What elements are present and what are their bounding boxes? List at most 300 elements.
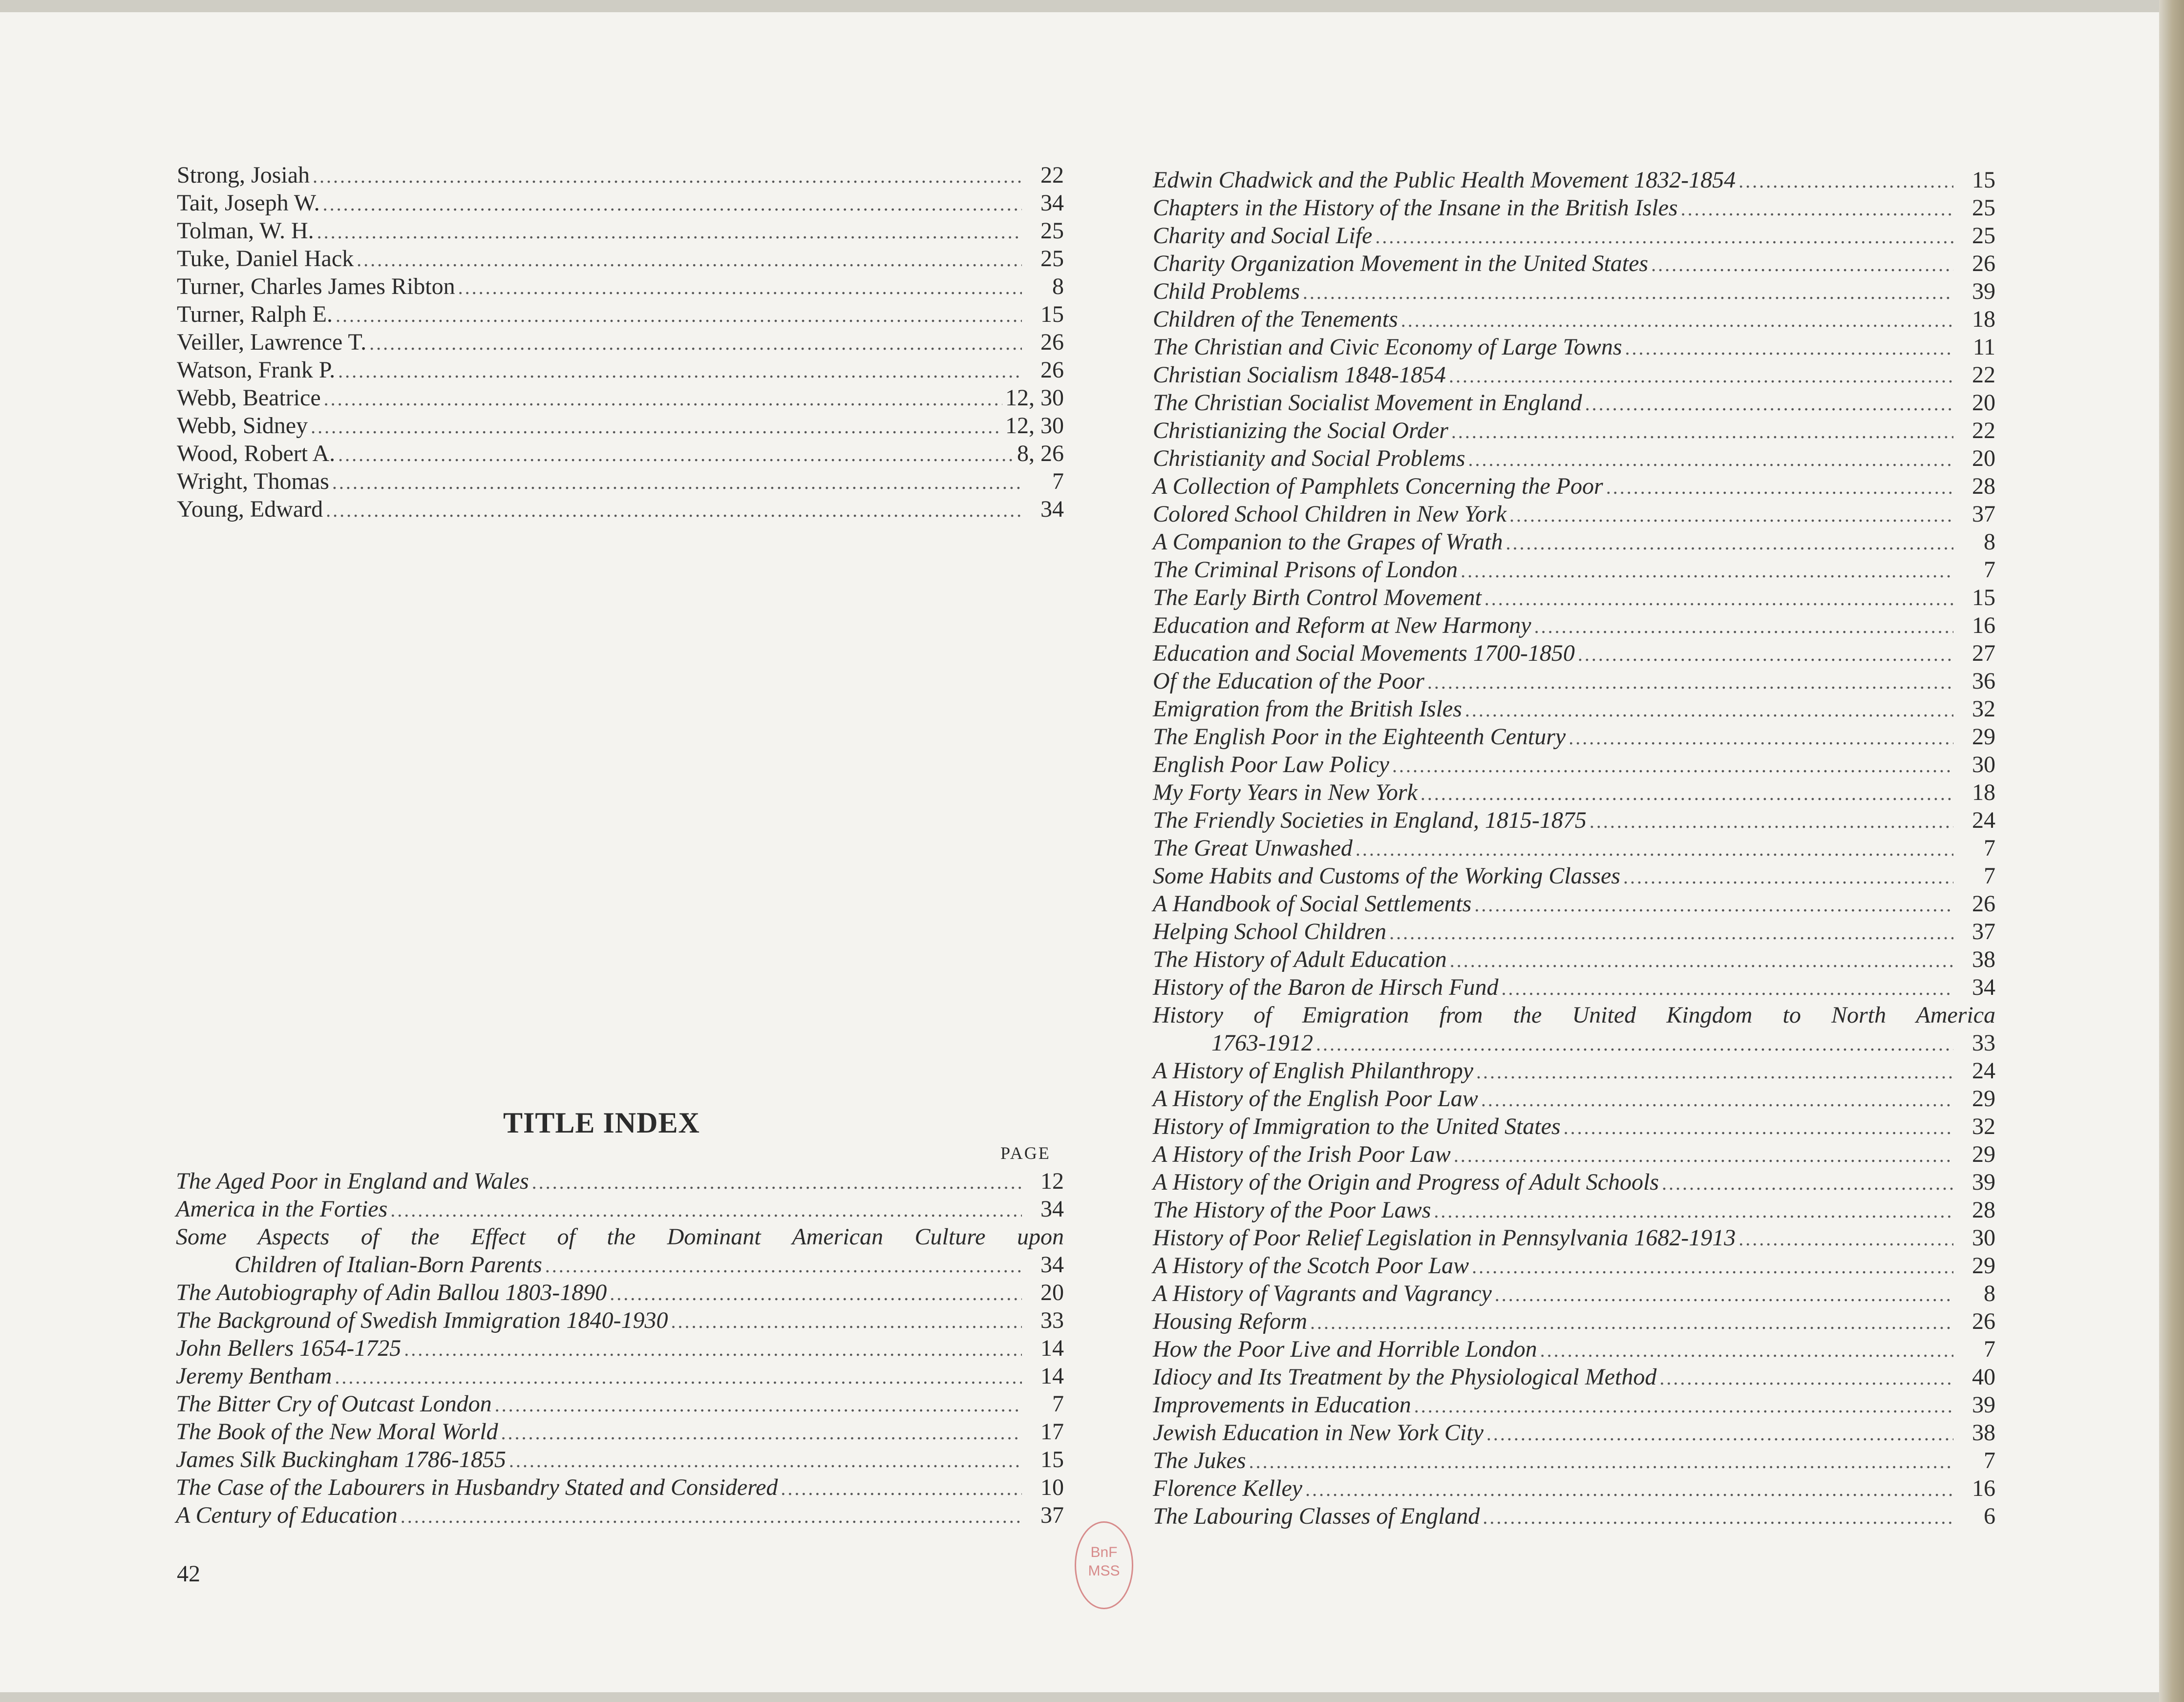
entry-text: The Aged Poor in England and Wales [176, 1168, 529, 1194]
leader-dots [311, 413, 1002, 441]
entry-text: Strong, Josiah [177, 162, 310, 188]
index-entry [177, 245, 1064, 273]
entry-text: James Silk Buckingham 1786-1855 [176, 1447, 506, 1472]
index-entry [1153, 1419, 1995, 1447]
index-entry [176, 1334, 1064, 1362]
entry-page: 25 [1040, 218, 1064, 244]
entry-text: A History of the Origin and Progress of Adult Schools [1153, 1169, 1659, 1195]
entry-text: A History of Vagrants and Vagrancy [1153, 1281, 1492, 1306]
index-entry [1153, 946, 1995, 973]
index-entry [1153, 305, 1995, 333]
entry-text: History of the Baron de Hirsch Fund [1153, 974, 1499, 1000]
entry-text: History of Emigration from the United Kingdom to North America [1153, 1002, 1995, 1028]
leader-dots [317, 218, 1022, 246]
entry-text: The Bitter Cry of Outcast London [176, 1391, 492, 1417]
index-entry [176, 1195, 1064, 1223]
entry-page: 27 [1972, 640, 1995, 666]
entry-page: 10 [1040, 1474, 1064, 1500]
entry-page: 34 [1040, 190, 1064, 216]
index-entry [177, 189, 1064, 217]
entry-text: Turner, Ralph E. [177, 301, 333, 327]
entry-text: Edwin Chadwick and the Public Health Movement 1832-1854 [1153, 167, 1736, 193]
entry-page: 12 [1040, 1168, 1064, 1194]
title-index-right-list [1153, 166, 1995, 1530]
index-entry [1153, 417, 1995, 444]
entry-page: 7 [1984, 1448, 1995, 1473]
entry-page: 17 [1040, 1419, 1064, 1445]
entry-page: 29 [1972, 1253, 1995, 1279]
page-edge [2159, 0, 2184, 1702]
index-entry [1153, 667, 1995, 695]
index-entry [176, 1279, 1064, 1306]
entry-page: 26 [1040, 357, 1064, 383]
index-entry [176, 1306, 1064, 1334]
index-entry [1153, 222, 1995, 250]
leader-dots [1476, 1058, 1953, 1086]
entry-text: Charity Organization Movement in the United States [1153, 251, 1649, 276]
entry-text: The History of the Poor Laws [1153, 1197, 1431, 1223]
leader-dots [1578, 640, 1953, 668]
leader-dots [1486, 1420, 1953, 1448]
index-entry [1153, 723, 1995, 751]
stamp-line-1: BnF [1090, 1544, 1118, 1560]
index-entry [1153, 862, 1995, 890]
index-entry [1153, 778, 1995, 806]
leader-dots [1421, 779, 1953, 807]
index-entry [1153, 1363, 1995, 1391]
index-entry [1153, 1307, 1995, 1335]
leader-dots [1389, 919, 1953, 946]
entry-page: 16 [1972, 612, 1995, 638]
entry-text: The Friendly Societies in England, 1815-1875 [1153, 807, 1587, 833]
index-entry [1153, 277, 1995, 305]
index-entry [1153, 1252, 1995, 1280]
leader-dots [1451, 418, 1953, 445]
leader-dots [1454, 1141, 1953, 1169]
leader-dots [1375, 223, 1953, 251]
entry-text: A Companion to the Grapes of Wrath [1153, 529, 1503, 555]
index-entry [177, 384, 1064, 412]
entry-page: 14 [1040, 1363, 1064, 1389]
index-entry [176, 1473, 1064, 1501]
entry-text: Improvements in Education [1153, 1392, 1411, 1418]
entry-page: 34 [1040, 1252, 1064, 1278]
leader-dots [390, 1196, 1022, 1224]
entry-text: Tait, Joseph W. [177, 190, 320, 216]
index-entry [1153, 1001, 1995, 1029]
entry-page: 28 [1972, 1197, 1995, 1223]
index-entry [1153, 1113, 1995, 1140]
entry-page: 34 [1040, 496, 1064, 522]
entry-page: 11 [1972, 334, 1995, 360]
index-entry [1153, 1447, 1995, 1474]
index-entry [176, 1501, 1064, 1529]
index-entry [1153, 890, 1995, 918]
title-index-left-list [176, 1167, 1064, 1529]
leader-dots [1540, 1336, 1953, 1364]
entry-text: A History of English Philanthropy [1153, 1058, 1473, 1084]
index-entry [1153, 194, 1995, 222]
leader-dots [1449, 362, 1953, 390]
leader-dots [1392, 752, 1953, 779]
leader-dots [1303, 278, 1953, 306]
entry-text: The History of Adult Education [1153, 946, 1447, 972]
entry-text: The Labouring Classes of England [1153, 1503, 1480, 1529]
entry-text: The Autobiography of Adin Ballou 1803-1890 [176, 1280, 607, 1305]
title-index-heading: TITLE INDEX [503, 1107, 700, 1139]
entry-page: 22 [1972, 362, 1995, 388]
entry-text: Christianizing the Social Order [1153, 418, 1448, 443]
index-entry [1153, 973, 1995, 1001]
entry-page: 22 [1040, 162, 1064, 188]
entry-text: History of Immigration to the United States [1153, 1114, 1561, 1139]
leader-dots [401, 1502, 1022, 1530]
entry-page: 15 [1972, 585, 1995, 610]
entry-page: 15 [1040, 1447, 1064, 1472]
entry-text: John Bellers 1654-1725 [176, 1335, 402, 1361]
index-entry [176, 1446, 1064, 1473]
entry-text: Christianity and Social Problems [1153, 445, 1465, 471]
entry-page: 25 [1972, 195, 1995, 221]
leader-dots [1481, 1086, 1953, 1114]
index-entry [1153, 611, 1995, 639]
index-entry [1153, 472, 1995, 500]
leader-dots [1305, 1475, 1953, 1503]
leader-dots [357, 246, 1022, 273]
entry-page: 26 [1972, 891, 1995, 917]
entry-text: The Background of Swedish Immigration 1840-1930 [176, 1307, 668, 1333]
entry-text: Young, Edward [177, 496, 323, 522]
index-entry [1153, 389, 1995, 417]
entry-page: 15 [1972, 167, 1995, 193]
leader-dots [338, 357, 1022, 385]
entry-page: 37 [1040, 1502, 1064, 1528]
entry-page: 38 [1972, 1420, 1995, 1446]
entry-page: 7 [1984, 1336, 1995, 1362]
index-entry [1153, 695, 1995, 723]
entry-text: Children of the Tenements [1153, 306, 1398, 332]
index-entry [1153, 500, 1995, 528]
entry-page: 20 [1972, 390, 1995, 416]
entry-text: The Case of the Labourers in Husbandry Stated and Considered [176, 1474, 778, 1500]
leader-dots [1606, 473, 1953, 501]
index-entry [1153, 556, 1995, 584]
entry-page: 7 [1984, 863, 1995, 889]
leader-dots [313, 162, 1022, 190]
entry-page: 20 [1040, 1280, 1064, 1305]
index-entry [1153, 1196, 1995, 1224]
leader-dots [458, 273, 1022, 301]
leader-dots [781, 1474, 1022, 1502]
index-entry [1153, 751, 1995, 778]
index-entry [176, 1418, 1064, 1446]
entry-page: 29 [1972, 1141, 1995, 1167]
entry-text: Jewish Education in New York City [1153, 1420, 1484, 1446]
leader-dots [545, 1252, 1022, 1280]
entry-text: Turner, Charles James Ribton [177, 273, 455, 299]
entry-page: 37 [1972, 919, 1995, 945]
leader-dots [1651, 251, 1953, 278]
entry-text: Helping School Children [1153, 919, 1387, 945]
entry-text: A History of the English Poor Law [1153, 1086, 1478, 1112]
page-column-label: PAGE [1000, 1143, 1051, 1163]
entry-text: Watson, Frank P. [177, 357, 336, 383]
entry-text: Florence Kelley [1153, 1475, 1303, 1501]
entry-text: Jeremy Bentham [176, 1363, 332, 1389]
entry-text: A History of the Irish Poor Law [1153, 1141, 1451, 1167]
page-number: 42 [177, 1561, 200, 1587]
index-entry [177, 467, 1064, 495]
index-entry [177, 161, 1064, 189]
stamp-line-2: MSS [1088, 1563, 1120, 1579]
entry-page: 7 [1052, 468, 1064, 494]
index-entry [177, 495, 1064, 523]
leader-dots [1662, 1169, 1953, 1197]
entry-page: 30 [1972, 752, 1995, 777]
entry-text: Tolman, W. H. [177, 218, 314, 244]
entry-text: A Collection of Pamphlets Concerning the Poor [1153, 473, 1603, 499]
index-entry [177, 412, 1064, 440]
entry-page: 33 [1040, 1307, 1064, 1333]
leader-dots [1434, 1197, 1953, 1225]
entry-text: Charity and Social Life [1153, 223, 1373, 249]
entry-page: 16 [1972, 1475, 1995, 1501]
entry-text: How the Poor Live and Horrible London [1153, 1336, 1537, 1362]
leader-dots [326, 496, 1022, 524]
entry-page: 34 [1972, 974, 1995, 1000]
index-entry [1153, 1335, 1995, 1363]
entry-page: 18 [1972, 306, 1995, 332]
leader-dots [1625, 334, 1954, 362]
leader-dots [1356, 835, 1953, 863]
entry-page: 12, 30 [1005, 385, 1064, 411]
entry-text: The Early Birth Control Movement [1153, 585, 1482, 610]
leader-dots [1450, 946, 1953, 974]
entry-text: The Book of the New Moral World [176, 1419, 498, 1445]
entry-text: Some Habits and Customs of the Working Classes [1153, 863, 1620, 889]
entry-text: Housing Reform [1153, 1308, 1307, 1334]
entry-page: 24 [1972, 807, 1995, 833]
entry-text: The Great Unwashed [1153, 835, 1353, 861]
entry-text: Children of Italian-Born Parents [234, 1252, 542, 1278]
leader-dots [338, 441, 1014, 468]
entry-page: 25 [1972, 223, 1995, 249]
entry-text: Tuke, Daniel Hack [177, 246, 354, 272]
entry-text: Wood, Robert A. [177, 441, 336, 466]
entry-page: 18 [1972, 779, 1995, 805]
leader-dots [335, 1363, 1022, 1391]
leader-dots [1465, 696, 1953, 724]
leader-dots [1681, 195, 1953, 223]
leader-dots [1534, 612, 1953, 640]
index-entry [176, 1223, 1064, 1251]
leader-dots [1316, 1030, 1953, 1058]
leader-dots [1569, 724, 1953, 752]
entry-text: A Century of Education [176, 1502, 398, 1528]
entry-page: 28 [1972, 473, 1995, 499]
index-entry [1153, 1502, 1995, 1530]
entry-page: 7 [1984, 835, 1995, 861]
leader-dots [332, 468, 1022, 496]
index-entry [1153, 1391, 1995, 1419]
entry-page: 39 [1972, 1392, 1995, 1418]
leader-dots [1483, 1503, 1953, 1531]
index-entry [177, 217, 1064, 245]
leader-dots [1659, 1364, 1953, 1392]
entry-page: 12, 30 [1005, 413, 1064, 439]
leader-dots [532, 1168, 1022, 1196]
leader-dots [1739, 167, 1953, 195]
entry-text: Some Aspects of the Effect of the Dominant American Culture upon [176, 1224, 1064, 1250]
index-entry [1153, 166, 1995, 194]
leader-dots [336, 301, 1022, 329]
index-entry [1153, 1224, 1995, 1252]
entry-text: Wright, Thomas [177, 468, 329, 494]
entry-text: The Christian and Civic Economy of Large Towns [1153, 334, 1622, 360]
index-entry [177, 273, 1064, 300]
entry-page: 8 [1052, 273, 1064, 299]
index-entry [1153, 639, 1995, 667]
leader-dots [610, 1280, 1022, 1307]
entry-page: 32 [1972, 1114, 1995, 1139]
leader-dots [1310, 1308, 1953, 1336]
library-stamp [1075, 1521, 1133, 1609]
index-entry [1153, 250, 1995, 277]
index-entry [176, 1251, 1064, 1279]
leader-dots [1501, 974, 1953, 1002]
index-entry [1153, 1168, 1995, 1196]
entry-page: 38 [1972, 946, 1995, 972]
entry-page: 8 [1984, 529, 1995, 555]
entry-page: 20 [1972, 445, 1995, 471]
entry-text: Veiller, Lawrence T. [177, 329, 367, 355]
leader-dots [404, 1335, 1022, 1363]
entry-text: Webb, Beatrice [177, 385, 321, 411]
index-entry [1153, 806, 1995, 834]
entry-text: Child Problems [1153, 278, 1300, 304]
index-entry [1153, 918, 1995, 946]
entry-page: 30 [1972, 1225, 1995, 1251]
entry-page: 6 [1984, 1503, 1995, 1529]
entry-page: 36 [1972, 668, 1995, 694]
entry-page: 29 [1972, 1086, 1995, 1112]
entry-page: 32 [1972, 696, 1995, 722]
entry-text: A Handbook of Social Settlements [1153, 891, 1472, 917]
leader-dots [369, 329, 1022, 357]
entry-page: 40 [1972, 1364, 1995, 1390]
index-entry [1153, 1029, 1995, 1057]
entry-text: Education and Social Movements 1700-1850 [1153, 640, 1575, 666]
index-entry [1153, 528, 1995, 556]
leader-dots [495, 1391, 1022, 1419]
entry-text: Christian Socialism 1848-1854 [1153, 362, 1446, 388]
entry-page: 14 [1040, 1335, 1064, 1361]
leader-dots [1468, 445, 1953, 473]
entry-page: 26 [1040, 329, 1064, 355]
entry-page: 29 [1972, 724, 1995, 750]
entry-text: Of the Education of the Poor [1153, 668, 1424, 694]
entry-page: 39 [1972, 1169, 1995, 1195]
index-entry [176, 1362, 1064, 1390]
leader-dots [1249, 1448, 1953, 1475]
entry-text: Webb, Sidney [177, 413, 308, 439]
entry-page: 8 [1984, 1281, 1995, 1306]
index-entry [1153, 584, 1995, 611]
index-entry [1153, 834, 1995, 862]
leader-dots [1623, 863, 1953, 891]
entry-page: 15 [1040, 301, 1064, 327]
entry-text: The Criminal Prisons of London [1153, 557, 1458, 583]
index-entry [1153, 1140, 1995, 1168]
entry-text: Education and Reform at New Harmony [1153, 612, 1531, 638]
entry-page: 7 [1984, 557, 1995, 583]
index-entry [1153, 1057, 1995, 1085]
index-entry [177, 300, 1064, 328]
index-entry [1153, 444, 1995, 472]
leader-dots [1484, 585, 1953, 612]
entry-text: The Christian Socialist Movement in England [1153, 390, 1582, 416]
leader-dots [1509, 501, 1953, 529]
index-entry [1153, 361, 1995, 389]
entry-page: 34 [1040, 1196, 1064, 1222]
entry-text: History of Poor Relief Legislation in Pennsylvania 1682-1913 [1153, 1225, 1736, 1251]
entry-page: 24 [1972, 1058, 1995, 1084]
leader-dots [1564, 1114, 1953, 1141]
leader-dots [501, 1419, 1022, 1447]
index-entry [1153, 1280, 1995, 1307]
entry-page: 26 [1972, 251, 1995, 276]
author-index-list [177, 161, 1064, 523]
entry-page: 26 [1972, 1308, 1995, 1334]
index-entry [176, 1390, 1064, 1418]
leader-dots [1401, 306, 1953, 334]
leader-dots [324, 385, 1002, 413]
index-entry [1153, 1474, 1995, 1502]
entry-text: A History of the Scotch Poor Law [1153, 1253, 1469, 1279]
entry-text: English Poor Law Policy [1153, 752, 1389, 777]
leader-dots [1739, 1225, 1953, 1253]
leader-dots [1505, 529, 1953, 557]
entry-text: My Forty Years in New York [1153, 779, 1418, 805]
entry-page: 7 [1052, 1391, 1064, 1417]
leader-dots [1590, 807, 1953, 835]
leader-dots [1472, 1253, 1953, 1281]
leader-dots [671, 1307, 1022, 1335]
leader-dots [1474, 891, 1953, 919]
entry-text: America in the Forties [176, 1196, 388, 1222]
entry-text: 1763-1912 [1211, 1030, 1313, 1056]
entry-page: 37 [1972, 501, 1995, 527]
leader-dots [509, 1447, 1022, 1474]
entry-text: Chapters in the History of the Insane in the British Isles [1153, 195, 1678, 221]
index-entry [176, 1167, 1064, 1195]
entry-page: 33 [1972, 1030, 1995, 1056]
entry-text: Colored School Children in New York [1153, 501, 1507, 527]
entry-text: The Jukes [1153, 1448, 1246, 1473]
leader-dots [1461, 557, 1953, 585]
entry-page: 8, 26 [1017, 441, 1064, 466]
entry-text: Emigration from the British Isles [1153, 696, 1462, 722]
index-entry [1153, 1085, 1995, 1113]
entry-text: Idiocy and Its Treatment by the Physiological Method [1153, 1364, 1657, 1390]
index-entry [177, 356, 1064, 384]
leader-dots [1495, 1281, 1953, 1308]
leader-dots [323, 190, 1022, 218]
entry-page: 25 [1040, 246, 1064, 272]
index-entry [177, 440, 1064, 467]
entry-page: 39 [1972, 278, 1995, 304]
leader-dots [1414, 1392, 1953, 1420]
